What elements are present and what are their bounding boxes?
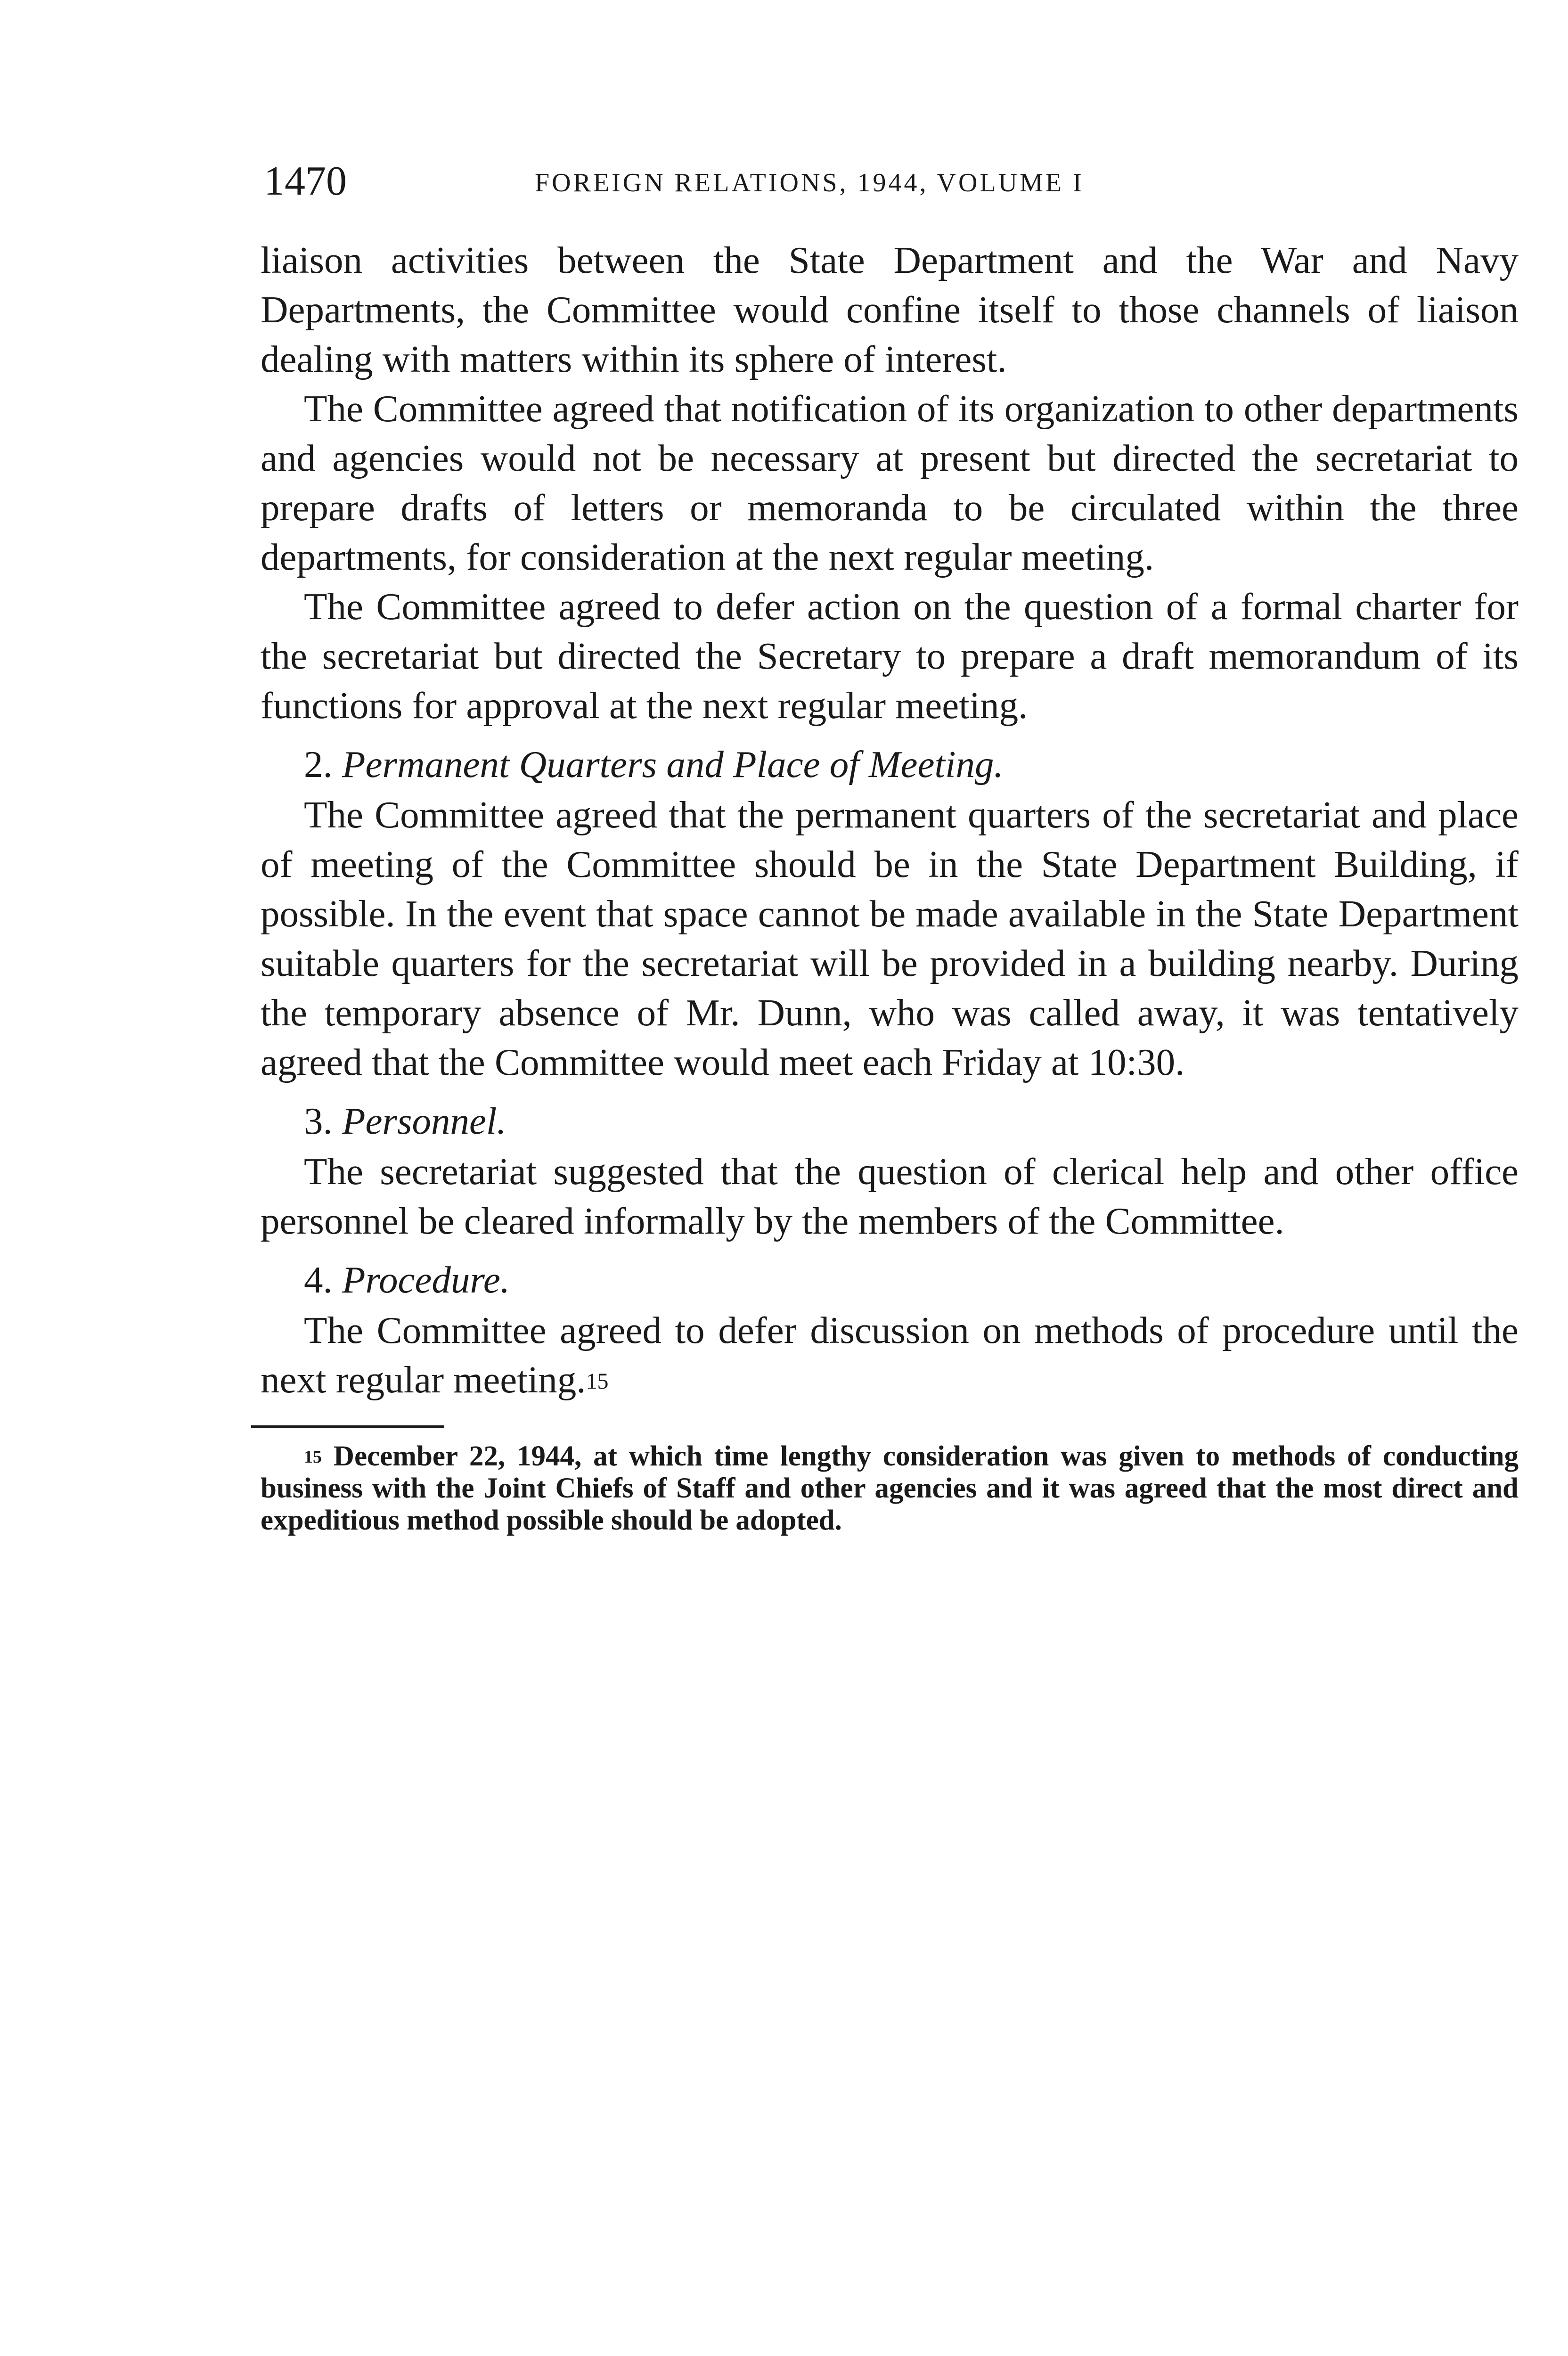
body-text xyxy=(261,236,1519,1537)
section-heading-personnel xyxy=(261,1096,1519,1146)
section-title: Permanent Quarters and Place of Meeting. xyxy=(342,743,1004,785)
footnote xyxy=(261,1440,1519,1537)
page-header xyxy=(264,155,1253,207)
section-title: Procedure. xyxy=(342,1259,510,1301)
section-heading-quarters xyxy=(261,740,1519,789)
running-head: FOREIGN RELATIONS, 1944, VOLUME I xyxy=(535,168,1084,197)
procedure-text: The Committee agreed to defer discussion on methods of procedure until the next regular meeting. xyxy=(261,1309,1519,1401)
footnote-rule xyxy=(251,1425,444,1428)
page-number: 1470 xyxy=(264,158,347,204)
footnote-marker: 15 xyxy=(304,1447,322,1467)
section-title: Personnel. xyxy=(342,1100,506,1142)
footnote-text: December 22, 1944, at which time lengthy consideration was given to methods of conducting business with the Joint Chiefs of Staff and other agencies and it was agreed that the most direct and expeditious method possible should be adopted. xyxy=(261,1440,1519,1536)
paragraph-notification: The Committee agreed that notification of its organization to other departments and agencies would not be necessary at present but directed the secretariat to prepare drafts of letters or memoranda to be circulated within the three departments, for consideration at the next regular meeting. xyxy=(261,387,1519,578)
section-heading-procedure xyxy=(261,1255,1519,1305)
footnote-reference: 15 xyxy=(586,1369,609,1394)
paragraph-charter: The Committee agreed to defer action on the question of a formal charter for the secretariat but directed the Secretary to prepare a draft memorandum of its functions for approval at the next regular meeting. xyxy=(261,585,1519,727)
section-text-quarters: The Committee agreed that the permanent quarters of the secretariat and place of meeting of the Committee should be in the State Department Building, if possible. In the event that space cannot be made available in the State Department suitable quarters for the secretariat will be provided in a building nearby. During the temporary absence of Mr. Dunn, who was called away, it was tentatively agreed that the Committee would meet each Friday at 10:30. xyxy=(261,794,1519,1083)
section-number: 2. xyxy=(304,743,333,785)
section-number: 4. xyxy=(304,1259,333,1301)
section-text-personnel: The secretariat suggested that the question of clerical help and other office personnel be cleared informally by the members of the Committee. xyxy=(261,1150,1519,1242)
section-text-procedure xyxy=(261,1306,1519,1405)
section-number: 3. xyxy=(304,1100,333,1142)
paragraph-continuation: liaison activities between the State Department and the War and Navy Departments, the Committee would confine itself to those channels of liaison dealing with matters within its sphere of interest. xyxy=(261,239,1519,380)
